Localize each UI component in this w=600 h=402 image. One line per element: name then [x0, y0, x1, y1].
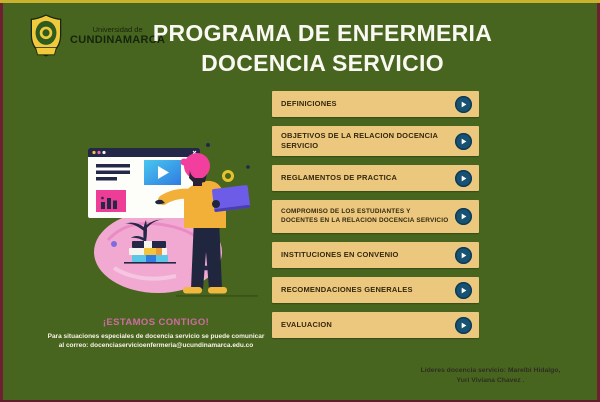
- play-icon: [455, 133, 472, 150]
- menu-button-label: REGLAMENTOS DE PRACTICA: [281, 172, 398, 182]
- menu-button-reglamentos[interactable]: [272, 165, 479, 191]
- university-logo: [28, 13, 165, 59]
- menu: [272, 91, 479, 338]
- menu-button-label: INSTITUCIONES EN CONVENIO: [281, 249, 399, 259]
- menu-button-label: DEFINICIONES: [281, 98, 337, 108]
- page-title: [150, 19, 495, 79]
- menu-button-instituciones[interactable]: [272, 242, 479, 268]
- menu-button-recomendaciones[interactable]: [272, 277, 479, 303]
- top-accent-bar: [0, 0, 600, 3]
- play-icon: [455, 208, 472, 225]
- play-icon: [455, 96, 472, 113]
- menu-button-evaluacion[interactable]: [272, 312, 479, 338]
- menu-button-definiciones[interactable]: [272, 91, 479, 117]
- logo-line1: Universidad de: [92, 24, 143, 34]
- leaders-line1: Lideres docencia servicio: Marelbi Hidalgo,: [420, 367, 561, 374]
- support-text-line2: al correo: docenciaservicioenfermeria@ucundinamarca.edu.co: [58, 342, 254, 350]
- left-accent-bar: [0, 0, 3, 402]
- play-icon: [455, 282, 472, 299]
- menu-button-label: COMPROMISO DE LOS ESTUDIANTES Y DOCENTES EN LA RELACION DOCENCIA SERVICIO: [281, 207, 449, 224]
- leaders-line2: Yuri Viviana Chavez .: [456, 377, 525, 385]
- play-icon: [455, 247, 472, 264]
- logo-line2: CUNDINAMARCA: [70, 34, 166, 47]
- support-text: [32, 332, 280, 351]
- menu-button-label: EVALUACION: [281, 319, 333, 329]
- menu-button-label: OBJETIVOS DE LA RELACION DOCENCIA SERVICIO: [281, 130, 438, 150]
- menu-button-compromiso[interactable]: [272, 200, 479, 233]
- support-text-line1: Para situaciones especiales de docencia servicio se puede comunicar: [47, 333, 265, 340]
- play-icon: [455, 317, 472, 334]
- leaders-credit: [408, 366, 573, 386]
- menu-button-label: RECOMENDACIONES GENERALES: [281, 284, 413, 294]
- support-block: [32, 317, 280, 351]
- page-title-line2: DOCENCIA SERVICIO: [201, 49, 444, 76]
- play-icon: [455, 170, 472, 187]
- menu-button-objetivos[interactable]: [272, 126, 479, 156]
- presenter-illustration: [56, 140, 268, 302]
- university-crest-icon: [28, 13, 64, 59]
- support-headline: ¡ESTAMOS CONTIGO!: [102, 317, 210, 328]
- page-title-line1: PROGRAMA DE ENFERMERIA: [152, 20, 493, 46]
